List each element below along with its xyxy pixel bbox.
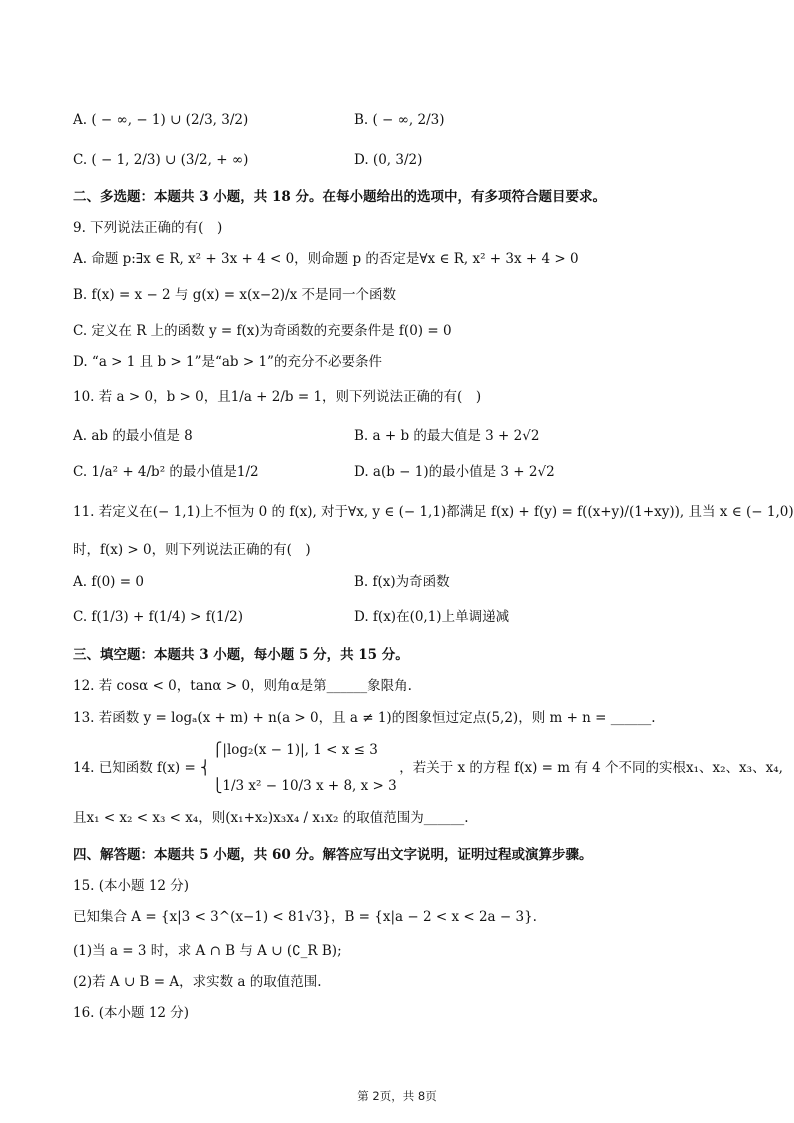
text-line: (1)当 a = 3 时，求 A ∩ B 与 A ∪ (∁_R B); [73, 943, 342, 959]
option-right: D. a(b − 1)的最小值是 3 + 2√2 [354, 464, 555, 480]
text-line: 且x₁ < x₂ < x₃ < x₄，则(x₁+x₂)x₃x₄ / x₁x₂ 的取值范围为______. [73, 810, 469, 826]
text-line: 11. 若定义在(− 1,1)上不恒为 0 的 f(x), 对于∀x, y ∈ (− 1,1)都满足 f(x) + f(y) = f((x+y)/(1+xy)), 且当 x ∈ (− 1,0) [73, 504, 794, 520]
option-right: B. a + b 的最大值是 3 + 2√2 [354, 428, 540, 444]
text-line: A. ( − ∞, − 1) ∪ (2/3, 3/2) [73, 112, 249, 128]
text-line: D. “a > 1 且 b > 1”是“ab > 1”的充分不必要条件 [73, 354, 382, 370]
option-right: B. f(x)为奇函数 [354, 574, 450, 590]
text-line: 10. 若 a > 0，b > 0，且1/a + 2/b = 1，则下列说法正确的有( ) [73, 389, 482, 405]
option-right: D. f(x)在(0,1)上单调递减 [354, 609, 510, 625]
section-heading: 二、多选题：本题共 3 小题，共 18 分。在每小题给出的选项中，有多项符合题目要求。 [73, 189, 606, 205]
text-line: 15. (本小题 12 分) [73, 878, 190, 894]
text-line: A. f(0) = 0 [73, 574, 144, 590]
text-line: (2)若 A ∪ B = A，求实数 a 的取值范围. [73, 974, 322, 990]
text-line: 已知集合 A = {x|3 < 3^(x−1) < 81√3}，B = {x|a − 2 < x < 2a − 3}. [73, 909, 537, 925]
text-line: C. ( − 1, 2/3) ∪ (3/2, + ∞) [73, 152, 249, 168]
option-right: B. ( − ∞, 2/3) [354, 112, 445, 128]
option-right: D. (0, 3/2) [354, 152, 423, 168]
text-line: A. ab 的最小值是 8 [73, 428, 193, 444]
text-line: 14. 已知函数 f(x) = ⎨ ，若关于 x 的方程 f(x) = m 有 4 个不同的实根x₁、x₂、x₃、x₄, [73, 760, 783, 776]
text-line: B. f(x) = x − 2 与 g(x) = x(x−2)/x 不是同一个函数 [73, 287, 397, 303]
text-line: 时，f(x) > 0，则下列说法正确的有( ) [73, 542, 311, 558]
text-line: 13. 若函数 y = logₐ(x + m) + n(a > 0，且 a ≠ 1)的图象恒过定点(5,2)，则 m + n = ______. [73, 710, 656, 726]
text-line: C. f(1/3) + f(1/4) > f(1/2) [73, 609, 243, 625]
text-line: 12. 若 cosα < 0，tanα > 0，则角α是第______象限角. [73, 678, 412, 694]
text-line: 16. (本小题 12 分) [73, 1005, 190, 1021]
page-footer: 第 2页，共 8页 [357, 1089, 437, 1103]
section-heading: 三、填空题：本题共 3 小题，每小题 5 分，共 15 分。 [73, 647, 409, 663]
text-line: 9. 下列说法正确的有( ) [73, 220, 223, 236]
section-heading: 四、解答题：本题共 5 小题，共 60 分。解答应写出文字说明，证明过程或演算步骤。 [73, 847, 593, 863]
text-line: ⎩1/3 x² − 10/3 x + 8, x > 3 [73, 778, 397, 794]
text-line: C. 定义在 R 上的函数 y = f(x)为奇函数的充要条件是 f(0) = 0 [73, 323, 452, 339]
text-line: C. 1/a² + 4/b² 的最小值是1/2 [73, 464, 259, 480]
text-line: ⎧|log₂(x − 1)|, 1 < x ≤ 3 [73, 742, 378, 758]
text-line: A. 命题 p:∃x ∈ R, x² + 3x + 4 < 0，则命题 p 的否定是∀x ∈ R, x² + 3x + 4 > 0 [73, 251, 579, 267]
